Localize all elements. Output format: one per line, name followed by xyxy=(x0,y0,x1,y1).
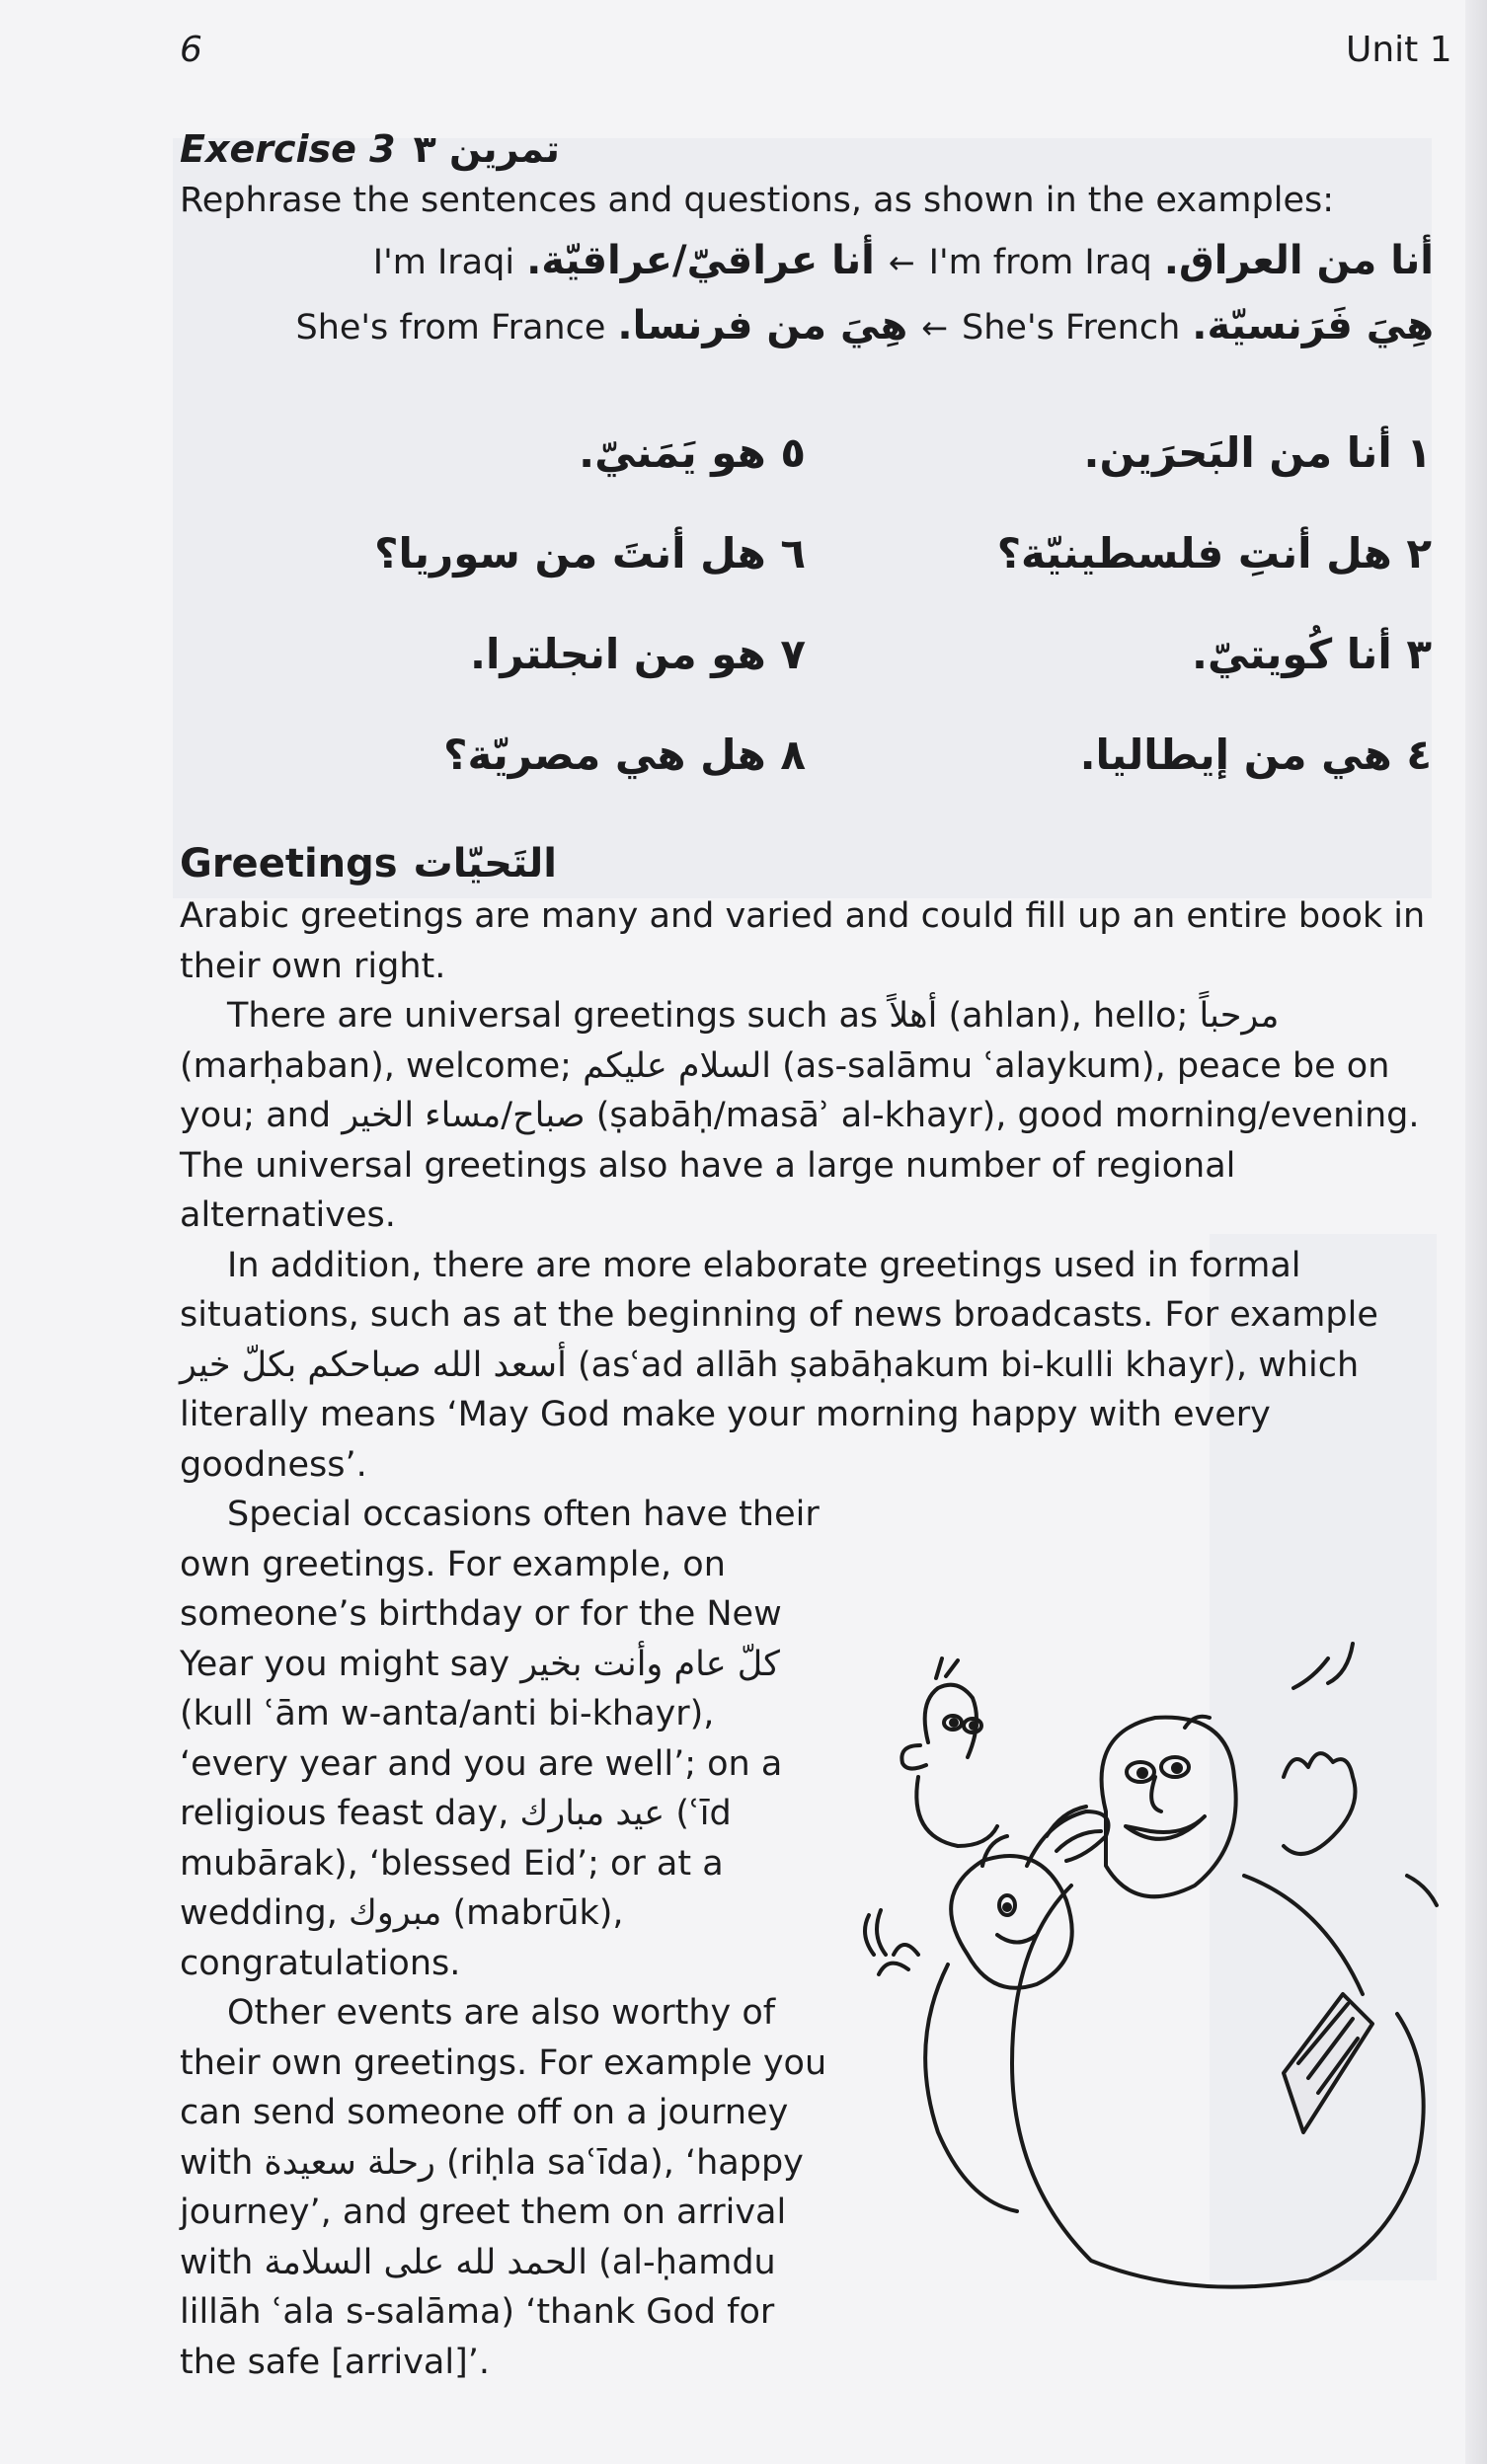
example-line-1 xyxy=(180,232,1444,291)
greeting-cartoon-illustration xyxy=(859,1629,1461,2320)
example2-en-source: She's French xyxy=(962,308,1181,347)
exercise-items xyxy=(180,422,1444,787)
exercise-heading xyxy=(180,123,1444,175)
greetings-paragraph-5: Other events are also worthy of their own greetings. For example you can send someone off on a journey with رحلة سعيدة (riḥla saʿīda), ‘happy journey’, and greet them on arrival with الحمد لله على السلامة (al-ḥamdu lillāh ʿala s-salāma) ‘thank God for the safe [arrival]’. xyxy=(180,1993,827,2382)
greetings-title-arabic: التَحيّات xyxy=(413,841,558,886)
example1-en-source: I'm from Iraq xyxy=(928,243,1152,282)
exercise-item: ٣ أنا كُويتيّ. xyxy=(1192,630,1432,678)
exercise-item: ١ أنا من البَحرَين. xyxy=(1083,428,1432,477)
exercise-instruction: Rephrase the sentences and questions, as shown in the examples: xyxy=(180,181,1335,220)
greetings-paragraph-3: In addition, there are more elaborate greetings used in formal situations, such as at the beginning of news broadcasts. For example أسعد الله صباحكم بكلّ خير (asʿad allāh ṣabāḥakum bi-kulli khayr), which literally means ‘May God make your morning happy with every goodness’. xyxy=(180,1245,1378,1485)
exercise-item: ٨ هل هي مصريّة؟ xyxy=(443,731,806,779)
page-header xyxy=(0,30,1487,79)
exercise-item: ٤ هي من إيطاليا. xyxy=(1079,731,1432,779)
exercise-title-arabic: تمرين ٣ xyxy=(413,127,560,171)
greetings-paragraph-4: Special occasions often have their own greetings. For example, on someone’s birthday or for the New Year you might say كلّ عام وأنت بخير (kull ʿām w-anta/anti bi-khayr), ‘every year and you are well’; on a religious feast day, عيد مبارك (ʿīd mubārak), ‘blessed Eid’; or at a wedding, مبروك (mabrūk), congratulations. xyxy=(180,1495,820,1983)
exercise-item: ٥ هو يَمَنيّ. xyxy=(579,428,806,477)
example1-en-target: I'm Iraqi xyxy=(372,243,515,282)
greetings-paragraph-1: Arabic greetings are many and varied and could fill up an entire book in their own right. xyxy=(180,896,1426,986)
page-edge xyxy=(1465,0,1487,2464)
greetings-title: Greetings xyxy=(180,841,398,886)
arrow-icon: ← xyxy=(921,309,949,346)
greetings-paragraph-2: There are universal greetings such as أهلاً (ahlan), hello; مرحباً (marḥaban), welcome; السلام عليكم (as-salāmu ʿalaykum), peace be on you; and صباح/مساء الخير (ṣabāḥ/masāʾ al-khayr), good morning/evening. The universal greetings also have a large number of regional alternatives. xyxy=(180,996,1420,1235)
page-number: 6 xyxy=(180,30,202,70)
example1-ar-target: أنا عراقيّ/عراقيّة. xyxy=(526,238,875,283)
example2-ar-target: هِيَ من فرنسا. xyxy=(617,303,908,348)
exercise-item: ٧ هو من انجلترا. xyxy=(470,630,806,678)
example2-ar-source: هِيَ فَرَنسيّة. xyxy=(1192,303,1434,348)
exercise-title: Exercise 3 xyxy=(180,127,396,171)
example-line-2 xyxy=(180,297,1444,356)
example1-ar-source: أنا من العراق. xyxy=(1163,238,1434,283)
example2-en-target: She's from France xyxy=(295,308,606,347)
exercise-item: ٢ هل أنتِ فلسطينيّة؟ xyxy=(996,529,1432,578)
arrow-icon: ← xyxy=(888,244,915,281)
unit-label: Unit 1 xyxy=(1346,30,1452,70)
greetings-heading xyxy=(180,836,1444,891)
exercise-item: ٦ هل أنتَ من سوريا؟ xyxy=(374,529,806,578)
